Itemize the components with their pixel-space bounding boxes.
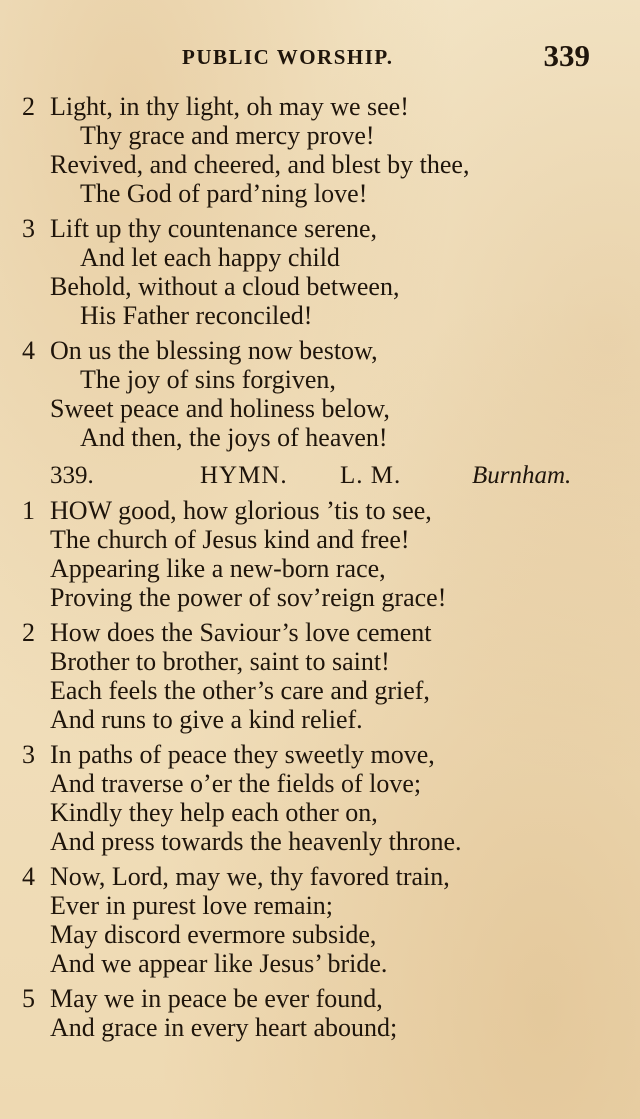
prev-hymn-stanza-2 xyxy=(22,92,612,208)
hymn-stanza-3 xyxy=(22,740,612,856)
verse-line: And runs to give a kind relief. xyxy=(50,705,363,734)
verse-line: The God of pard’ning love! xyxy=(80,179,368,208)
verse-line: And grace in every heart abound; xyxy=(50,1013,398,1042)
verse-line: Thy grace and mercy prove! xyxy=(80,121,375,150)
verse-line: Revived, and cheered, and blest by thee, xyxy=(50,150,470,179)
verse-line: Now, Lord, may we, thy favored train, xyxy=(50,862,450,891)
verse-line: May discord evermore subside, xyxy=(50,920,377,949)
verse-line: The church of Jesus kind and free! xyxy=(50,525,410,554)
verse-line: On us the blessing now bestow, xyxy=(50,336,378,365)
verse-line: In paths of peace they sweetly move, xyxy=(50,740,435,769)
stanza-number: 1 xyxy=(22,496,35,525)
stanza-number: 2 xyxy=(22,92,35,121)
hymn-stanza-5 xyxy=(22,984,612,1042)
hymn-stanza-1 xyxy=(22,496,612,612)
verse-line: May we in peace be ever found, xyxy=(50,984,383,1013)
verse-line: The joy of sins forgiven, xyxy=(80,365,336,394)
hymn-number: 339. xyxy=(50,462,94,489)
hymn-stanza-2 xyxy=(22,618,612,734)
stanza-number: 5 xyxy=(22,984,35,1013)
hymn-meter: L. M. xyxy=(340,462,402,489)
verse-line: Behold, without a cloud between, xyxy=(50,272,400,301)
verse-line: And then, the joys of heaven! xyxy=(80,423,388,452)
stanza-number: 4 xyxy=(22,862,35,891)
verse-line: Lift up thy countenance serene, xyxy=(50,214,378,243)
verse-line: Brother to brother, saint to saint! xyxy=(50,647,390,676)
verse-line: And press towards the heavenly throne. xyxy=(50,827,462,856)
hymn-stanza-4 xyxy=(22,862,612,978)
stanza-number: 3 xyxy=(22,740,35,769)
verse-line: And traverse o’er the fields of love; xyxy=(50,769,422,798)
verse-line: His Father reconciled! xyxy=(80,301,313,330)
stanza-number: 2 xyxy=(22,618,35,647)
stanza-number: 3 xyxy=(22,214,35,243)
verse-line: Ever in purest love remain; xyxy=(50,891,334,920)
verse-line: Kindly they help each other on, xyxy=(50,798,378,827)
verse-line: Appearing like a new-born race, xyxy=(50,554,386,583)
verse-line: Sweet peace and holiness below, xyxy=(50,394,390,423)
verse-line: Each feels the other’s care and grief, xyxy=(50,676,430,705)
page-header xyxy=(0,38,640,78)
running-title: PUBLIC WORSHIP. xyxy=(182,45,394,69)
hymn-heading xyxy=(22,458,612,494)
verse-line: HOW good, how glorious ’tis to see, xyxy=(50,496,432,525)
page-number: 339 xyxy=(543,38,590,73)
verse-line: Light, in thy light, oh may we see! xyxy=(50,92,409,121)
page-content xyxy=(22,92,612,1048)
prev-hymn-stanza-4 xyxy=(22,336,612,452)
prev-hymn-stanza-3 xyxy=(22,214,612,330)
stanza-number: 4 xyxy=(22,336,35,365)
verse-line: Proving the power of sov’reign grace! xyxy=(50,583,447,612)
tune-name: Burnham. xyxy=(472,462,572,489)
verse-line: How does the Saviour’s love cement xyxy=(50,618,432,647)
verse-line: And let each happy child xyxy=(80,243,340,272)
verse-line: And we appear like Jesus’ bride. xyxy=(50,949,388,978)
hymn-label: HYMN. xyxy=(200,462,288,489)
